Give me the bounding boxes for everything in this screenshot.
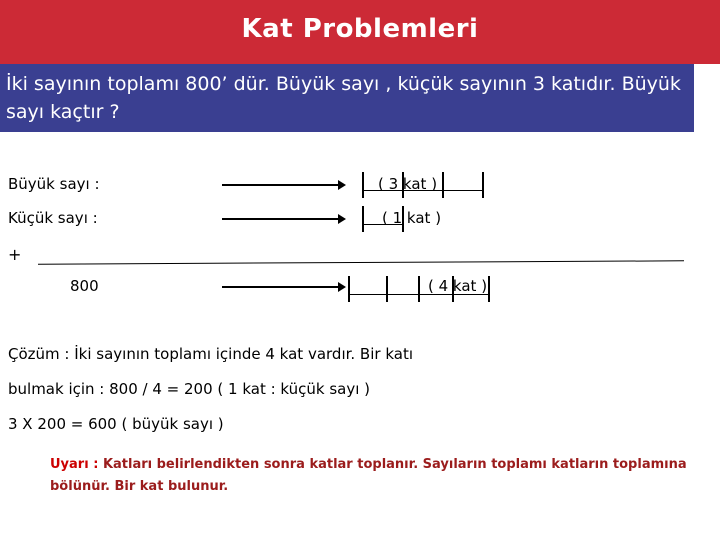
problem-statement: İki sayının toplamı 800’ dür. Büyük sayı , küçük sayının 3 katıdır. Büyük sayı kaçtır ? [6,73,681,123]
segment-tick [442,172,444,198]
total-value: ( 4 kat ) [428,277,488,295]
segment-tick [362,206,364,232]
warning-prefix: Uyarı : [50,457,99,472]
total-label: 800 [70,277,99,295]
title-bar [0,0,720,64]
small-number-label: Küçük sayı : [8,209,98,227]
segment-tick [386,276,388,302]
segment-tick [418,276,420,302]
small-number-arrow [222,218,344,220]
segment-tick [362,172,364,198]
warning-note [50,454,690,498]
big-number-label: Büyük sayı : [8,175,100,193]
plus-sign: + [8,245,22,264]
segment-tick [488,276,490,302]
segment-tick [348,276,350,302]
sum-line [38,260,684,264]
small-number-value: ( 1 kat ) [382,209,442,227]
problem-banner [0,64,694,132]
solution-line-3: 3 X 200 = 600 ( büyük sayı ) [8,415,224,433]
total-arrow [222,286,344,288]
solution-line-1: Çözüm : İki sayının toplamı içinde 4 kat vardır. Bir katı [8,345,413,363]
solution-line-2: bulmak için : 800 / 4 = 200 ( 1 kat : küçük sayı ) [8,380,371,398]
warning-text: Katları belirlendikten sonra katlar toplanır. Sayıların toplamı katların toplamına bölünür. Bir kat bulunur. [50,457,687,494]
page-title: Kat Problemleri [241,14,479,44]
segment-tick [482,172,484,198]
big-number-value: ( 3 kat ) [378,175,438,193]
big-number-arrow [222,184,344,186]
